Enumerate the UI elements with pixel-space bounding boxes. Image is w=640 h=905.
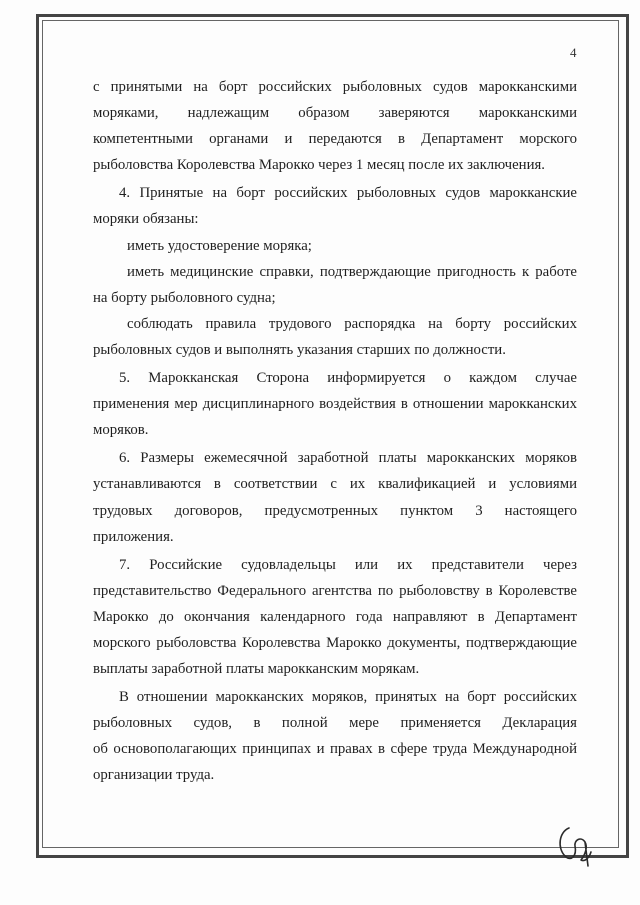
text-line: применения мер дисциплинарного воздействия в отношении марокканских bbox=[93, 396, 577, 413]
text-line: соблюдать правила трудового распорядка на борту российских bbox=[127, 315, 577, 332]
text-line: иметь удостоверение моряка; bbox=[127, 237, 312, 254]
text-line: компетентными органами и передаются в Департамент морского bbox=[93, 131, 577, 148]
text-line: об основополагающих принципах и правах в сфере труда Международной bbox=[93, 741, 577, 758]
text-line: на борту рыболовного судна; bbox=[93, 289, 276, 306]
text-line: 5. Марокканская Сторона информируется о каждом случае bbox=[119, 370, 577, 387]
text-line: В отношении марокканских моряков, принятых на борт российских bbox=[119, 689, 577, 706]
text-line: устанавливаются в соответствии с их квалификацией и условиями bbox=[93, 476, 577, 493]
text-line: трудовых договоров, предусмотренных пунктом 3 настоящего bbox=[93, 502, 577, 519]
page-number: 4 bbox=[570, 45, 577, 60]
text-line: с принятыми на борт российских рыболовных судов марокканскими bbox=[93, 79, 577, 95]
text-line: организации труда. bbox=[93, 767, 215, 784]
text-line: 4. Принятые на борт российских рыболовных судов марокканские bbox=[119, 185, 577, 202]
text-line: рыболовных судов, в полной мере применяется Декларация bbox=[93, 715, 577, 732]
text-line: моряками, надлежащим образом заверяются марокканскими bbox=[93, 105, 577, 122]
text-line: приложения. bbox=[93, 528, 174, 545]
text-line: 7. Российские судовладельцы или их представители через bbox=[119, 556, 577, 573]
text-line: представительство Федерального агентства по рыболовству в Королевстве bbox=[93, 582, 577, 599]
body-text bbox=[93, 74, 577, 789]
text-line: морского рыболовства Королевства Марокко документы, подтверждающие bbox=[93, 634, 577, 651]
text-line: моряки обязаны: bbox=[93, 211, 199, 228]
text-line: иметь медицинские справки, подтверждающие пригодность к работе bbox=[127, 263, 577, 280]
text-line: Марокко до окончания календарного года направляют в Департамент bbox=[93, 608, 577, 625]
text-line: рыболовства Королевства Марокко через 1 месяц после их заключения. bbox=[93, 157, 546, 174]
text-line: моряков. bbox=[93, 422, 149, 439]
text-line: выплаты заработной платы марокканским морякам. bbox=[93, 661, 420, 678]
text-line: рыболовных судов и выполнять указания старших по должности. bbox=[93, 341, 506, 358]
initials-signature bbox=[555, 822, 599, 868]
text-line: 6. Размеры ежемесячной заработной платы марокканских моряков bbox=[119, 450, 577, 467]
